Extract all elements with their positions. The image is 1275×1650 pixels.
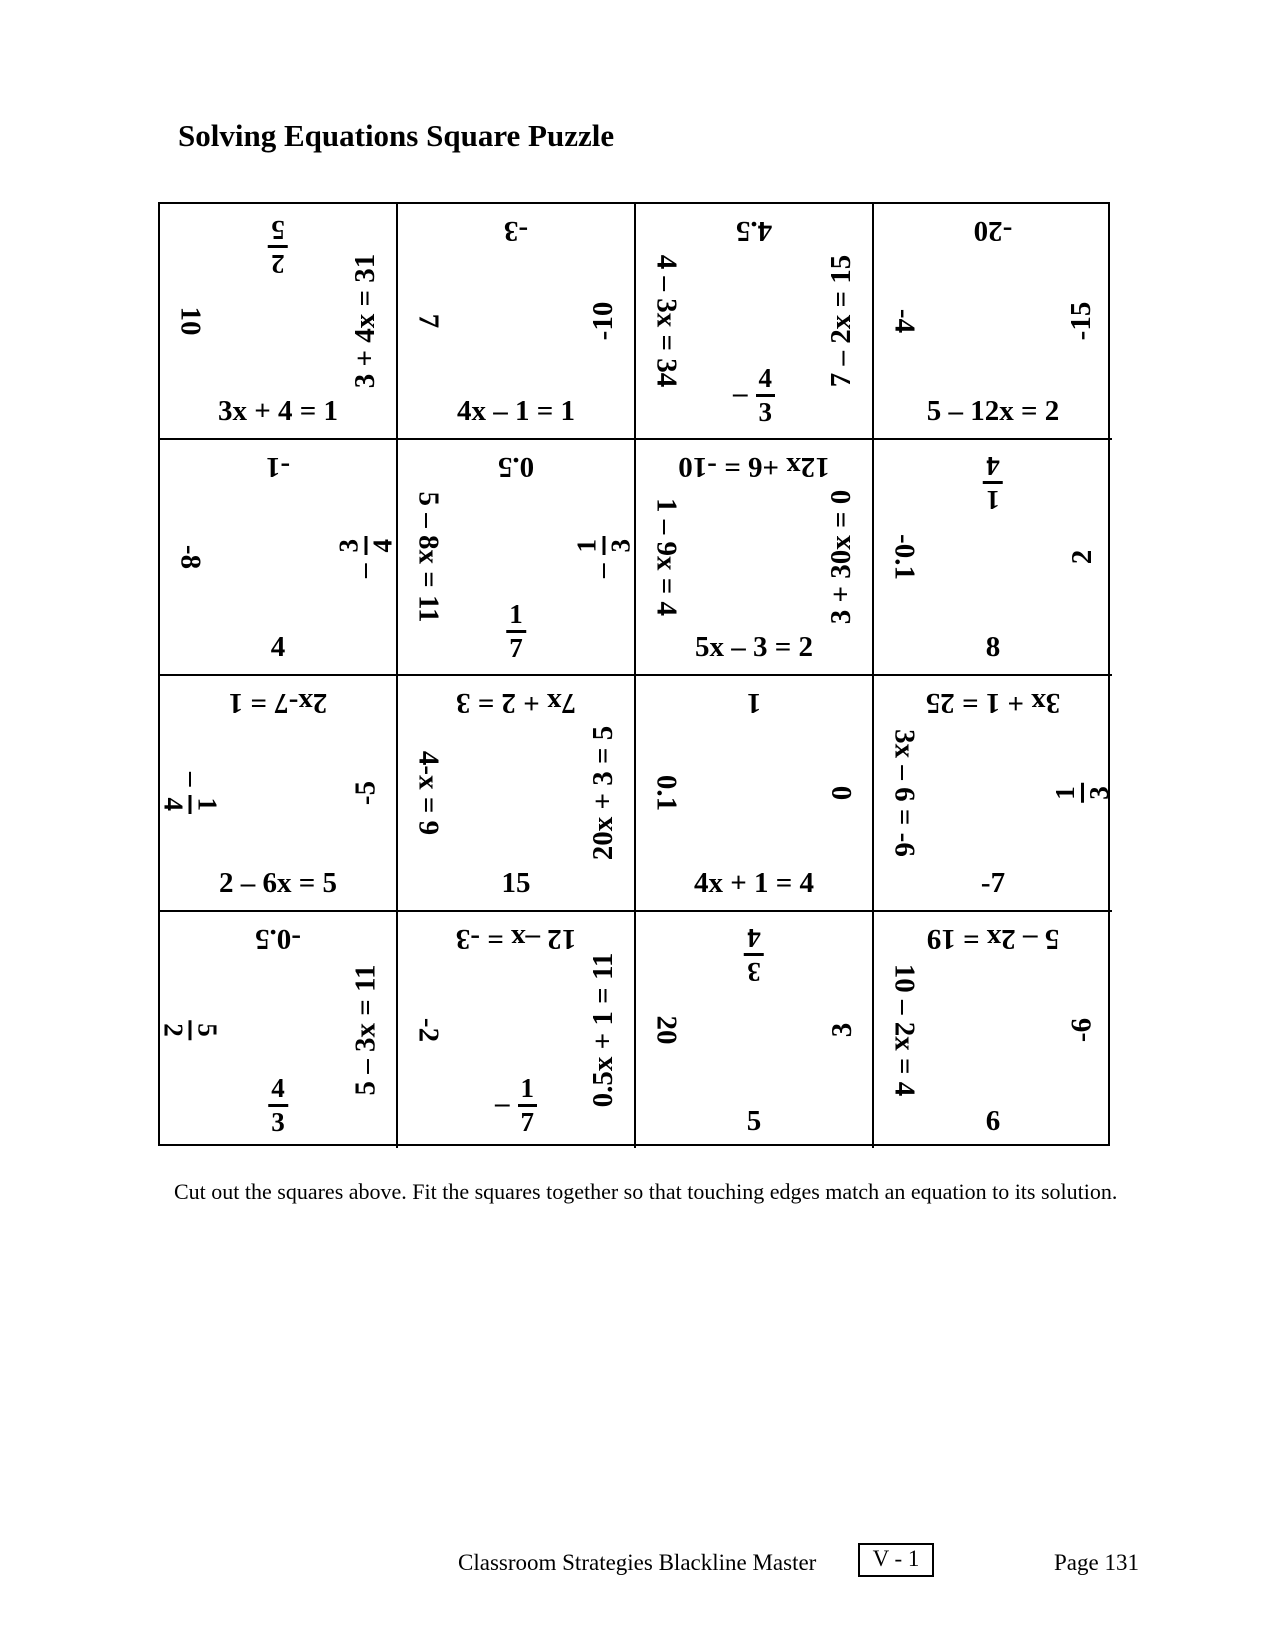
edge-label-bottom: 4 bbox=[270, 631, 286, 663]
fraction bbox=[160, 795, 221, 815]
edge-label-right: 7 – 2x = 15 bbox=[825, 254, 858, 388]
puzzle-square bbox=[874, 204, 1112, 440]
fraction bbox=[744, 924, 764, 985]
fraction-numerator: 4 bbox=[268, 1075, 288, 1107]
edge-label-top bbox=[983, 452, 1003, 513]
edge-label-right: 5 – 3x = 11 bbox=[349, 964, 382, 1096]
puzzle-square bbox=[398, 676, 636, 912]
fraction bbox=[333, 536, 398, 556]
edge-label-right: 3 + 30x = 0 bbox=[825, 489, 858, 625]
fraction-denominator: 4 bbox=[986, 451, 1000, 481]
edge-label-left: 3x – 6 = -6 bbox=[888, 729, 921, 857]
fraction-numerator: 1 bbox=[1052, 783, 1084, 803]
edge-label-top: 7x + 2 = 3 bbox=[455, 687, 577, 719]
edge-label-right: -10 bbox=[587, 301, 620, 341]
edge-label-bottom: 5x – 3 = 2 bbox=[694, 631, 814, 663]
edge-label-right: 3 + 4x = 31 bbox=[349, 253, 382, 389]
edge-label-top: 4.5 bbox=[735, 215, 773, 247]
puzzle-square bbox=[160, 440, 398, 676]
fraction bbox=[756, 365, 776, 426]
fraction-numerator: 2 bbox=[268, 245, 288, 277]
fraction-numerator: 1 bbox=[189, 795, 221, 815]
edge-label-bottom: 5 – 12x = 2 bbox=[926, 395, 1060, 427]
edge-label-bottom: 6 bbox=[985, 1105, 1001, 1137]
edge-label-bottom: 15 bbox=[501, 867, 531, 899]
puzzle-square bbox=[160, 676, 398, 912]
edge-label-top: 12x +6 = -10 bbox=[678, 451, 830, 483]
puzzle-square bbox=[874, 440, 1112, 676]
puzzle-square bbox=[398, 912, 636, 1148]
edge-label-right bbox=[333, 536, 398, 578]
edge-label-top: -20 bbox=[973, 215, 1013, 247]
edge-label-top: -1 bbox=[265, 451, 291, 483]
edge-label-right bbox=[571, 536, 636, 578]
fraction bbox=[268, 216, 288, 277]
fraction-denominator: 4 bbox=[367, 539, 398, 553]
edge-label-top: -0.5 bbox=[255, 923, 301, 955]
edge-label-bottom bbox=[733, 365, 775, 426]
edge-label-left: 20 bbox=[650, 1015, 683, 1045]
edge-label-bottom: 2 – 6x = 5 bbox=[218, 867, 338, 899]
footer-text: Classroom Strategies Blackline Master bbox=[458, 1550, 817, 1575]
fraction-numerator: 5 bbox=[189, 1020, 221, 1040]
edge-label-top: 0.5 bbox=[497, 451, 535, 483]
fraction bbox=[518, 1075, 538, 1136]
fraction bbox=[983, 452, 1003, 513]
minus-sign: – bbox=[495, 1087, 510, 1120]
fraction-denominator: 3 bbox=[758, 397, 772, 427]
edge-label-bottom bbox=[495, 1075, 537, 1136]
edge-label-bottom: 5 bbox=[746, 1105, 762, 1137]
edge-label-right: 0 bbox=[825, 785, 858, 801]
fraction-numerator: 3 bbox=[744, 953, 764, 985]
puzzle-square bbox=[636, 912, 874, 1148]
edge-label-left: 1 – 9x = 4 bbox=[650, 497, 683, 617]
edge-label-top: 12 –x = -3 bbox=[455, 923, 577, 955]
edge-label-bottom: 8 bbox=[985, 631, 1001, 663]
edge-label-right: 20x + 3 = 5 bbox=[587, 725, 620, 861]
minus-sign: – bbox=[176, 772, 209, 787]
edge-label-left bbox=[160, 772, 221, 814]
puzzle-square bbox=[160, 204, 398, 440]
edge-label-left: -2 bbox=[412, 1017, 445, 1043]
minus-sign: – bbox=[585, 563, 618, 578]
page-title: Solving Equations Square Puzzle bbox=[178, 118, 615, 153]
edge-label-left: -4 bbox=[888, 308, 921, 334]
fraction bbox=[268, 1075, 288, 1136]
edge-label-bottom: 4x – 1 = 1 bbox=[456, 395, 576, 427]
fraction-numerator: 1 bbox=[574, 536, 606, 556]
edge-label-top: 2x-7 = 1 bbox=[228, 687, 328, 719]
edge-label-right bbox=[1049, 783, 1114, 803]
minus-sign: – bbox=[347, 563, 380, 578]
puzzle-square bbox=[398, 204, 636, 440]
fraction-numerator: 1 bbox=[506, 601, 526, 633]
edge-label-left: -8 bbox=[174, 544, 207, 570]
puzzle-square bbox=[160, 912, 398, 1148]
edge-label-top: 5 – 2x = 19 bbox=[926, 923, 1060, 955]
fraction-denominator: 4 bbox=[158, 797, 189, 811]
fraction bbox=[1049, 783, 1114, 803]
fraction bbox=[506, 601, 526, 662]
fraction-numerator: 1 bbox=[518, 1075, 538, 1107]
edge-label-left: -0.1 bbox=[888, 534, 921, 580]
fraction-denominator: 3 bbox=[271, 1107, 285, 1137]
edge-label-bottom bbox=[506, 601, 526, 662]
edge-label-bottom: 3x + 4 = 1 bbox=[217, 395, 339, 427]
minus-sign: – bbox=[733, 377, 748, 410]
page-number: Page 131 bbox=[1054, 1550, 1139, 1575]
fraction bbox=[160, 1020, 221, 1040]
puzzle-grid bbox=[158, 202, 1114, 1146]
edge-label-left bbox=[160, 1020, 221, 1040]
puzzle-square bbox=[636, 440, 874, 676]
edge-label-left: 10 – 2x = 4 bbox=[888, 963, 921, 1097]
fraction bbox=[571, 536, 636, 556]
edge-label-bottom bbox=[268, 1075, 288, 1136]
edge-label-top bbox=[268, 216, 288, 277]
edge-label-right: 0.5x + 1 = 11 bbox=[587, 952, 620, 1108]
fraction-denominator: 5 bbox=[271, 215, 285, 245]
fraction-numerator: 3 bbox=[336, 536, 368, 556]
fraction-denominator: 7 bbox=[509, 633, 523, 663]
edge-label-left: 5 – 8x = 11 bbox=[412, 491, 445, 623]
edge-label-right: 2 bbox=[1065, 549, 1098, 565]
edge-label-right: -6 bbox=[1065, 1017, 1098, 1043]
edge-label-top: 3x + 1 = 25 bbox=[925, 687, 1061, 719]
fraction-denominator: 2 bbox=[158, 1023, 189, 1037]
puzzle-square bbox=[398, 440, 636, 676]
edge-label-left: 0.1 bbox=[650, 774, 683, 812]
puzzle-square bbox=[636, 676, 874, 912]
puzzle-square bbox=[874, 912, 1112, 1148]
puzzle-square bbox=[874, 676, 1112, 912]
edge-label-right: -15 bbox=[1065, 301, 1098, 341]
edge-label-top bbox=[744, 924, 764, 985]
edge-label-top: 1 bbox=[746, 687, 762, 719]
edge-label-left: 4 – 3x = 34 bbox=[650, 254, 683, 388]
edge-label-right: -5 bbox=[349, 780, 382, 806]
fraction-denominator: 3 bbox=[605, 539, 636, 553]
fraction-denominator: 4 bbox=[747, 923, 761, 953]
edge-label-bottom: -7 bbox=[980, 867, 1006, 899]
edge-label-left: 7 bbox=[412, 313, 445, 329]
fraction-denominator: 3 bbox=[1083, 786, 1114, 800]
edge-label-left: 4-x = 9 bbox=[412, 750, 445, 836]
puzzle-square bbox=[636, 204, 874, 440]
fraction-numerator: 4 bbox=[756, 365, 776, 397]
edge-label-right: 3 bbox=[825, 1022, 858, 1038]
footer-code: V - 1 bbox=[858, 1543, 934, 1577]
edge-label-top: -3 bbox=[503, 215, 529, 247]
edge-label-bottom: 4x + 1 = 4 bbox=[693, 867, 815, 899]
fraction-numerator: 1 bbox=[983, 481, 1003, 513]
instructions: Cut out the squares above. Fit the squares together so that touching edges match an equation to its solution. bbox=[174, 1179, 1118, 1204]
fraction-denominator: 7 bbox=[520, 1107, 534, 1137]
edge-label-left: 10 bbox=[174, 306, 207, 336]
